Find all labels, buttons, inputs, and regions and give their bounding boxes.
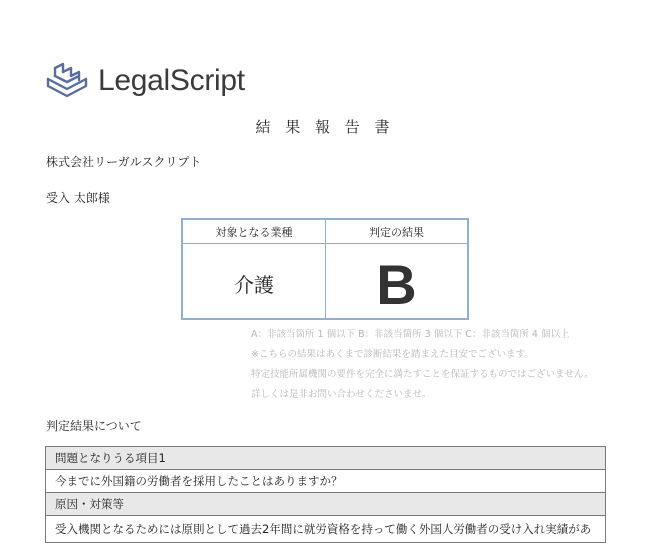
disclaimer-line-2: 特定技能所属機関の要件を完全に満たすことを保証するものではございません。 <box>251 369 594 380</box>
industry-value: 介護 <box>183 244 326 318</box>
cause-title-row: 原因・対策等 <box>46 493 605 516</box>
brand-logo <box>45 62 245 100</box>
grade-notes <box>251 325 594 405</box>
grade-legend: A：非該当箇所 1 個以下 B：非該当箇所 3 個以下 C：非該当箇所 4 個以上 <box>251 329 570 340</box>
issue-question-row: 今までに外国籍の労働者を採用したことはありますか？ <box>46 470 605 493</box>
result-table <box>181 218 469 320</box>
findings-heading: 判定結果について <box>46 419 142 433</box>
contact-note: 詳しくは是非お問い合わせくださいませ。 <box>251 389 432 400</box>
result-column-header: 判定の結果 <box>326 220 467 244</box>
cause-detail-row: 受入機関となるためには原則として過去2年間に就労資格を持って働く外国人労働者の受け入れ実績があ <box>55 522 592 536</box>
findings-table <box>45 446 606 543</box>
disclaimer-line-1: ※こちらの結果はあくまで診断結果を踏まえた目安でございます。 <box>251 349 534 360</box>
recipient-name: 受入 太郎様 <box>46 191 110 205</box>
industry-column-header: 対象となる業種 <box>183 220 326 244</box>
company-name: 株式会社リーガルスクリプト <box>46 155 202 169</box>
document-title: 結 果 報 告 書 <box>255 118 395 136</box>
issue-title-row: 問題となりうる項目1 <box>46 447 605 470</box>
result-grade: B <box>376 252 417 316</box>
brand-name: LegalScript <box>98 64 245 97</box>
legalscript-logo-icon <box>45 62 89 100</box>
